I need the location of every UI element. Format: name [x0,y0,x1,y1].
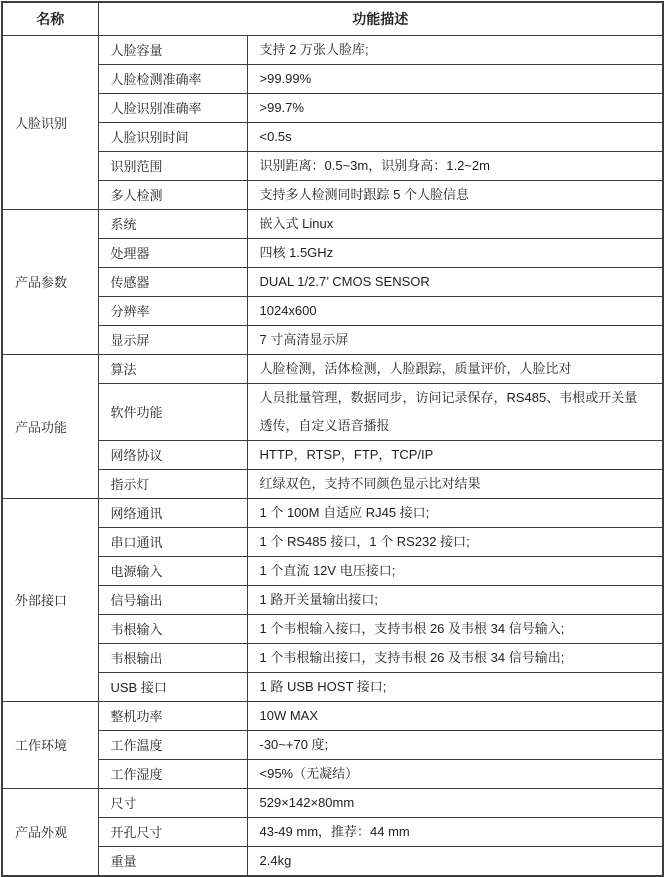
table-row [2,267,663,296]
section-name-cell: 产品参数 [2,209,98,354]
row-label-cell: 分辨率 [98,296,247,325]
section-name-cell: 工作环境 [2,701,98,788]
section-name-cell: 外部接口 [2,498,98,701]
table-row [2,209,663,238]
table-row [2,614,663,643]
table-row [2,788,663,817]
row-value-cell: DUAL 1/2.7’ CMOS SENSOR [247,267,663,296]
row-value-cell: 1 路 USB HOST 接口; [247,672,663,701]
row-value-cell: 1 个直流 12V 电压接口; [247,556,663,585]
row-label-cell: 韦根输入 [98,614,247,643]
row-value-cell: 2.4kg [247,846,663,876]
row-value-cell: <0.5s [247,122,663,151]
row-label-cell: 传感器 [98,267,247,296]
table-row [2,585,663,614]
row-value-cell: 1 个韦根输入接口，支持韦根 26 及韦根 34 信号输入; [247,614,663,643]
row-label-cell: 人脸容量 [98,35,247,64]
row-value-cell: -30~+70 度; [247,730,663,759]
row-value-cell: 嵌入式 Linux [247,209,663,238]
table-row [2,527,663,556]
table-row [2,672,663,701]
table-row [2,122,663,151]
section-name-cell: 人脸识别 [2,35,98,209]
row-label-cell: 开孔尺寸 [98,817,247,846]
row-value-cell: 支持多人检测同时跟踪 5 个人脸信息 [247,180,663,209]
row-value-cell: 人员批量管理，数据同步，访问记录保存，RS485、韦根或开关量透传，自定义语音播报 [247,383,663,440]
table-row [2,296,663,325]
table-row [2,817,663,846]
row-label-cell: 人脸识别准确率 [98,93,247,122]
table-row [2,701,663,730]
spec-table [1,1,664,877]
table-row [2,730,663,759]
row-value-cell: >99.7% [247,93,663,122]
row-label-cell: 尺寸 [98,788,247,817]
row-label-cell: 显示屏 [98,325,247,354]
table-row [2,498,663,527]
row-label-cell: 网络通讯 [98,498,247,527]
row-value-cell: 1 个 RS485 接口，1 个 RS232 接口; [247,527,663,556]
table-row [2,469,663,498]
row-value-cell: 529×142×80mm [247,788,663,817]
table-row [2,180,663,209]
row-value-cell: 7 寸高清显示屏 [247,325,663,354]
row-label-cell: 软件功能 [98,383,247,440]
table-row [2,556,663,585]
row-label-cell: 指示灯 [98,469,247,498]
row-label-cell: USB 接口 [98,672,247,701]
table-row [2,759,663,788]
row-label-cell: 识别范围 [98,151,247,180]
row-label-cell: 工作湿度 [98,759,247,788]
table-row [2,35,663,64]
table-row [2,846,663,876]
table-row [2,93,663,122]
row-label-cell: 工作温度 [98,730,247,759]
row-label-cell: 多人检测 [98,180,247,209]
header-description-cell: 功能描述 [98,2,663,35]
header-name-cell: 名称 [2,2,98,35]
row-label-cell: 人脸识别时间 [98,122,247,151]
row-value-cell: 人脸检测，活体检测，人脸跟踪，质量评价，人脸比对 [247,354,663,383]
table-row [2,325,663,354]
row-label-cell: 算法 [98,354,247,383]
row-label-cell: 整机功率 [98,701,247,730]
row-label-cell: 系统 [98,209,247,238]
row-value-cell: 识别距离：0.5~3m，识别身高：1.2~2m [247,151,663,180]
row-label-cell: 重量 [98,846,247,876]
table-row [2,440,663,469]
section-name-cell: 产品功能 [2,354,98,498]
row-value-cell: 1024x600 [247,296,663,325]
table-row [2,383,663,440]
row-value-cell: 支持 2 万张人脸库; [247,35,663,64]
row-value-cell: 红绿双色，支持不同颜色显示比对结果 [247,469,663,498]
row-label-cell: 串口通讯 [98,527,247,556]
row-label-cell: 网络协议 [98,440,247,469]
row-value-cell: <95%（无凝结） [247,759,663,788]
row-value-cell: 四核 1.5GHz [247,238,663,267]
row-value-cell: 1 路开关量输出接口; [247,585,663,614]
row-label-cell: 人脸检测准确率 [98,64,247,93]
table-row [2,354,663,383]
table-row [2,151,663,180]
row-label-cell: 韦根输出 [98,643,247,672]
row-label-cell: 处理器 [98,238,247,267]
row-label-cell: 信号输出 [98,585,247,614]
section-name-cell: 产品外观 [2,788,98,876]
table-header-row [2,2,663,35]
table-row [2,64,663,93]
row-label-cell: 电源输入 [98,556,247,585]
spec-sheet-page [0,1,665,869]
row-value-cell: >99.99% [247,64,663,93]
row-value-cell: 1 个 100M 自适应 RJ45 接口; [247,498,663,527]
row-value-cell: 1 个韦根输出接口，支持韦根 26 及韦根 34 信号输出; [247,643,663,672]
row-value-cell: 10W MAX [247,701,663,730]
row-value-cell: HTTP，RTSP，FTP，TCP/IP [247,440,663,469]
table-row [2,238,663,267]
table-row [2,643,663,672]
row-value-cell: 43-49 mm，推荐：44 mm [247,817,663,846]
